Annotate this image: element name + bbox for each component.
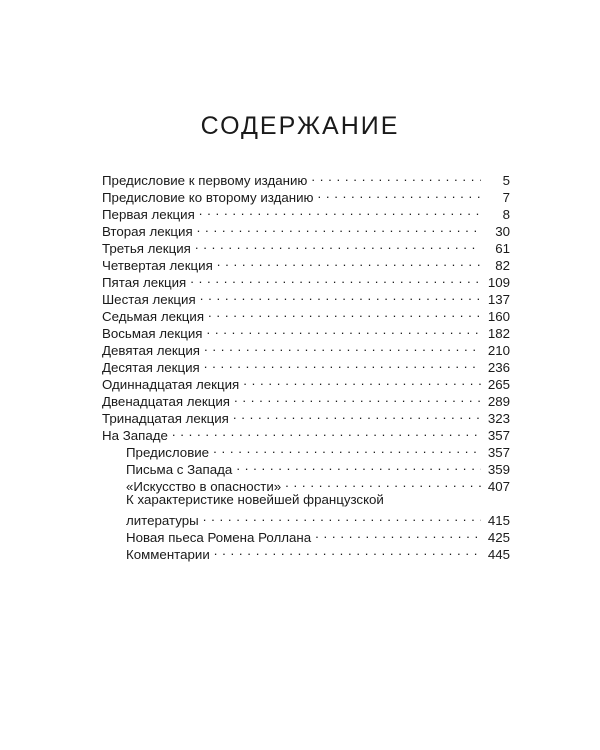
toc-entry-label: Одиннадцатая лекция (102, 377, 240, 392)
toc-entry-page: 109 (487, 275, 510, 290)
dot-leader (318, 185, 482, 202)
toc-entry-page: 210 (487, 343, 510, 358)
toc-entry-label: Девятая лекция (102, 343, 200, 358)
dot-leader (213, 440, 481, 457)
dot-leader (208, 304, 481, 321)
toc-entry-page: 137 (487, 292, 510, 307)
toc-entry-label: Пятая лекция (102, 275, 187, 290)
toc-entry-label: Десятая лекция (102, 360, 200, 375)
dot-leader (172, 423, 481, 440)
dot-leader (207, 321, 482, 338)
dot-leader (311, 168, 481, 185)
toc-entry-page: 265 (487, 377, 510, 392)
toc-entry-page: 8 (502, 207, 510, 222)
toc-subentry-label-line1: К характеристике новейшей французской (126, 492, 384, 507)
toc-subentry-label: Новая пьеса Ромена Роллана (126, 530, 312, 545)
toc-subentry-first-line (102, 491, 510, 508)
dot-leader (243, 372, 481, 389)
toc-entry-page: 160 (487, 309, 510, 324)
toc-entry-page: 61 (495, 241, 510, 256)
toc-subentry-page: 425 (487, 530, 510, 545)
toc-entry-page: 289 (487, 394, 510, 409)
toc-entry-label: Двенадцатая лекция (102, 394, 230, 409)
dot-leader (203, 508, 481, 525)
toc-subentry-label: Предисловие (126, 445, 210, 460)
toc-subentry-label: Письма с Запада (126, 462, 233, 477)
toc-entry-page: 357 (487, 428, 510, 443)
toc-entry-page: 7 (502, 190, 510, 205)
toc-subentry-label: Комментарии (126, 547, 210, 562)
dot-leader (190, 270, 481, 287)
toc-entry (102, 168, 510, 188)
toc-entry-label: Предисловие к первому изданию (102, 173, 308, 188)
dot-leader (199, 202, 481, 219)
toc-entry-label: Предисловие ко второму изданию (102, 190, 314, 205)
toc-entry-page: 323 (487, 411, 510, 426)
toc-subentry-page: 415 (487, 513, 510, 528)
toc-entry-label: Третья лекция (102, 241, 191, 256)
dot-leader (204, 355, 481, 372)
toc-subentry-page: 445 (487, 547, 510, 562)
toc-subentry-page: 407 (487, 479, 510, 494)
dot-leader (204, 338, 481, 355)
toc-entry-label: На Западе (102, 428, 168, 443)
toc-subentry-page: 357 (487, 445, 510, 460)
table-of-contents (102, 168, 510, 562)
dot-leader (234, 389, 481, 406)
dot-leader (233, 406, 481, 423)
page-title: СОДЕРЖАНИЕ (200, 112, 400, 140)
toc-entry-label: Первая лекция (102, 207, 195, 222)
toc-entry-label: Вторая лекция (102, 224, 193, 239)
toc-entry-label: Тринадцатая лекция (102, 411, 229, 426)
toc-entry-label: Восьмая лекция (102, 326, 203, 341)
dot-leader (285, 474, 481, 491)
toc-subentry-label: литературы (126, 513, 199, 528)
dot-leader (236, 457, 481, 474)
toc-entry-label: Седьмая лекция (102, 309, 205, 324)
toc-subentry-page: 359 (487, 462, 510, 477)
dot-leader (197, 219, 481, 236)
toc-entry-page: 236 (487, 360, 510, 375)
dot-leader (315, 525, 481, 542)
dot-leader (200, 287, 481, 304)
toc-entry-page: 5 (502, 173, 510, 188)
toc-entry-page: 82 (495, 258, 510, 273)
toc-entry-page: 30 (495, 224, 510, 239)
toc-entry-label: Шестая лекция (102, 292, 196, 307)
toc-subentry (102, 508, 510, 528)
toc-subentry-label: «Искусство в опасности» (126, 479, 282, 494)
toc-entry-label: Четвертая лекция (102, 258, 213, 273)
dot-leader (214, 542, 481, 559)
dot-leader (217, 253, 481, 270)
dot-leader (195, 236, 481, 253)
toc-entry-page: 182 (487, 326, 510, 341)
